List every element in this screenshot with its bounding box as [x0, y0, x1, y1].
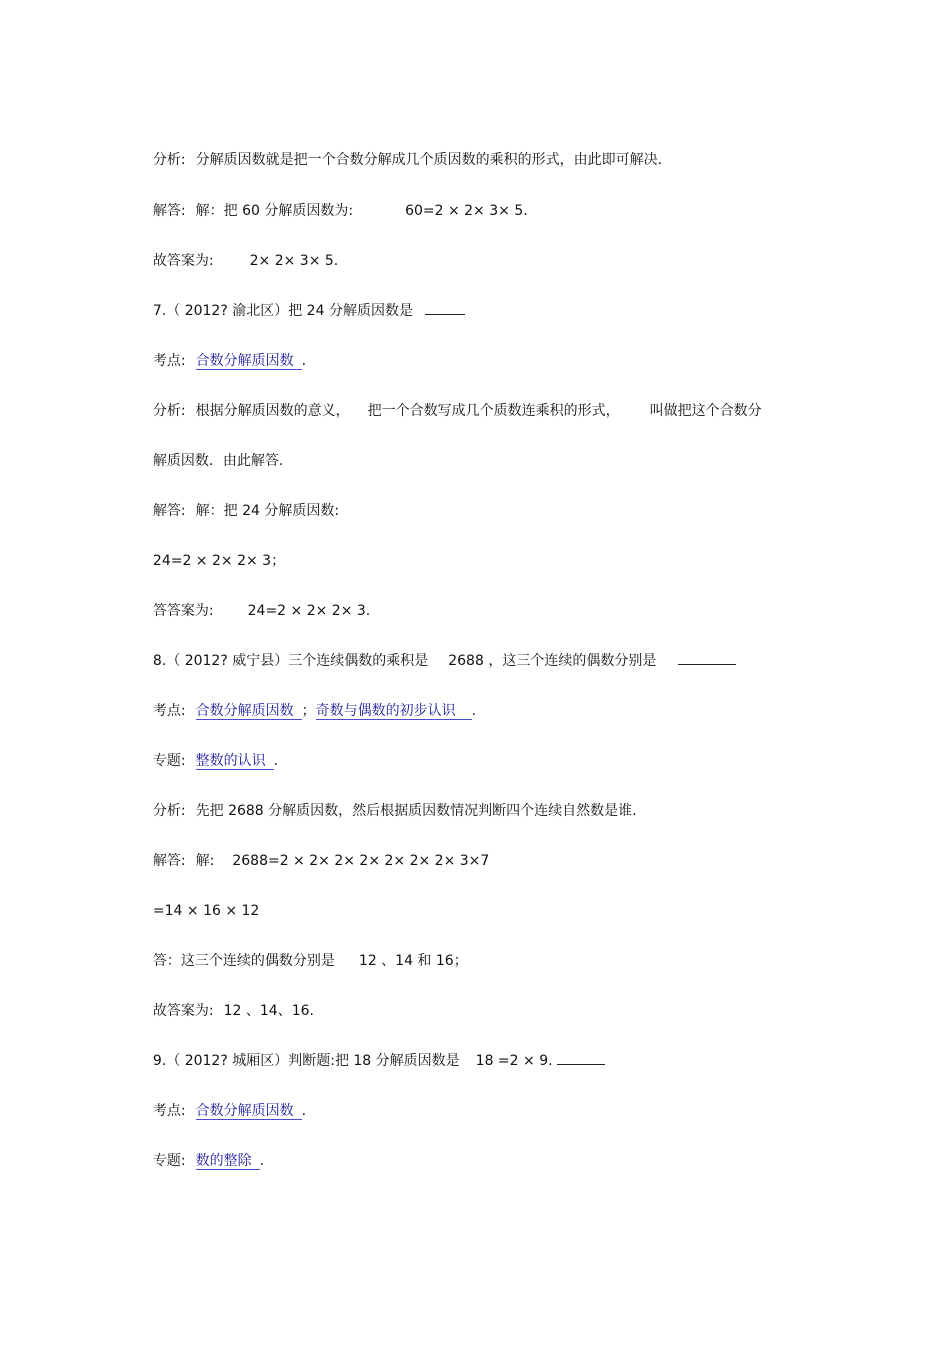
answer-blank [678, 652, 736, 665]
separator: ； [301, 703, 316, 719]
q7-analysis [144, 384, 762, 420]
q9-knowledge-point [144, 1084, 306, 1120]
label-knowledge-point: 考点: [152, 703, 186, 719]
link-divisibility[interactable]: 数的整除 [196, 1153, 260, 1170]
analysis-text-b: 把一个合数写成几个质数连乘积的形式， [367, 403, 620, 419]
line-final-answer-1 [144, 234, 338, 270]
equation-text: =14 × 16 × 12 [152, 903, 260, 919]
link-composite-factorization[interactable]: 合数分解质因数 [196, 353, 302, 370]
q7-answer [144, 484, 339, 520]
analysis-text: 分解质因数就是把一个合数分解成几个质因数的乘积的形式，由此即可解决. [195, 152, 663, 168]
q7-final-answer [144, 584, 370, 620]
question-9 [144, 1034, 605, 1070]
answer-text-a: 解: [195, 853, 215, 869]
q7-equation [144, 534, 285, 570]
analysis-text: 先把 2688 分解质因数，然后根据质因数情况判断四个连续自然数是谁. [195, 803, 637, 819]
final-answer-text: 24=2 × 2× 2× 3. [247, 603, 371, 619]
reply-text-b: 12 、14 和 16； [358, 953, 468, 969]
analysis-text-c: 叫做把这个合数分 [649, 403, 762, 419]
q8-final-answer [144, 984, 314, 1020]
q7-knowledge-point [144, 334, 306, 370]
label-final-answer: 故答案为: [152, 253, 214, 269]
question-8 [144, 634, 736, 670]
reply-text-a: 答：这三个连续的偶数分别是 [152, 953, 335, 969]
label-answer: 解答: [152, 203, 186, 219]
label-topic: 专题: [152, 1153, 186, 1169]
equation-text: 24=2 × 2× 2× 3； [152, 553, 286, 569]
period: . [301, 353, 307, 369]
answer-text-b: 2688=2 × 2× 2× 2× 2× 2× 2× 3×7 [232, 853, 490, 869]
link-integer-knowledge[interactable]: 整数的认识 [196, 753, 274, 770]
analysis-text-a: 根据分解质因数的意义， [195, 403, 350, 419]
link-composite-factorization[interactable]: 合数分解质因数 [196, 1103, 302, 1120]
label-analysis: 分析: [152, 803, 186, 819]
q8-analysis [144, 784, 637, 820]
question-9-text-b: 18 =2 × 9. [475, 1053, 553, 1069]
answer-text: 解：把 24 分解质因数: [195, 503, 340, 519]
label-knowledge-point: 考点: [152, 1103, 186, 1119]
answer-blank [557, 1052, 605, 1065]
question-8-text-b: 2688 ，这三个连续的偶数分别是 [448, 653, 657, 669]
final-answer-text: 2× 2× 3× 5. [249, 253, 339, 269]
label-analysis: 分析: [152, 403, 186, 419]
line-answer-1 [144, 184, 528, 220]
period: . [273, 753, 279, 769]
q8-reply [144, 934, 468, 970]
period: . [259, 1153, 265, 1169]
question-8-text-a: 8.（ 2012? 威宁县）三个连续偶数的乘积是 [152, 653, 429, 669]
q8-equation-2 [144, 884, 259, 920]
label-analysis: 分析: [152, 152, 186, 168]
q9-topic [144, 1134, 264, 1170]
q8-answer [144, 834, 489, 870]
link-odd-even-numbers[interactable]: 奇数与偶数的初步认识 [316, 703, 472, 720]
final-answer-text: 12 、14、16. [223, 1003, 314, 1019]
analysis-text-cont: 解质因数．由此解答. [152, 453, 284, 469]
period: . [301, 1103, 307, 1119]
answer-blank [425, 302, 465, 315]
answer-text-a: 解：把 60 分解质因数为: [195, 203, 354, 219]
answer-text-b: 60=2 × 2× 3× 5. [405, 203, 528, 219]
label-answer: 解答: [152, 503, 186, 519]
label-answer: 解答: [152, 853, 186, 869]
q7-analysis-cont [144, 434, 283, 470]
label-topic: 专题: [152, 753, 186, 769]
question-9-text-a: 9.（ 2012? 城厢区）判断题:把 18 分解质因数是 [152, 1053, 460, 1069]
period: . [471, 703, 477, 719]
label-knowledge-point: 考点: [152, 353, 186, 369]
label-final-answer: 答答案为: [152, 603, 214, 619]
label-final-answer: 故答案为: [152, 1003, 214, 1019]
q8-knowledge-point [144, 684, 476, 720]
question-7-text: 7.（ 2012? 渝北区）把 24 分解质因数是 [152, 303, 413, 319]
question-7 [144, 284, 465, 320]
q8-topic [144, 734, 278, 770]
line-analysis-1 [144, 133, 662, 169]
link-composite-factorization[interactable]: 合数分解质因数 [196, 703, 302, 720]
